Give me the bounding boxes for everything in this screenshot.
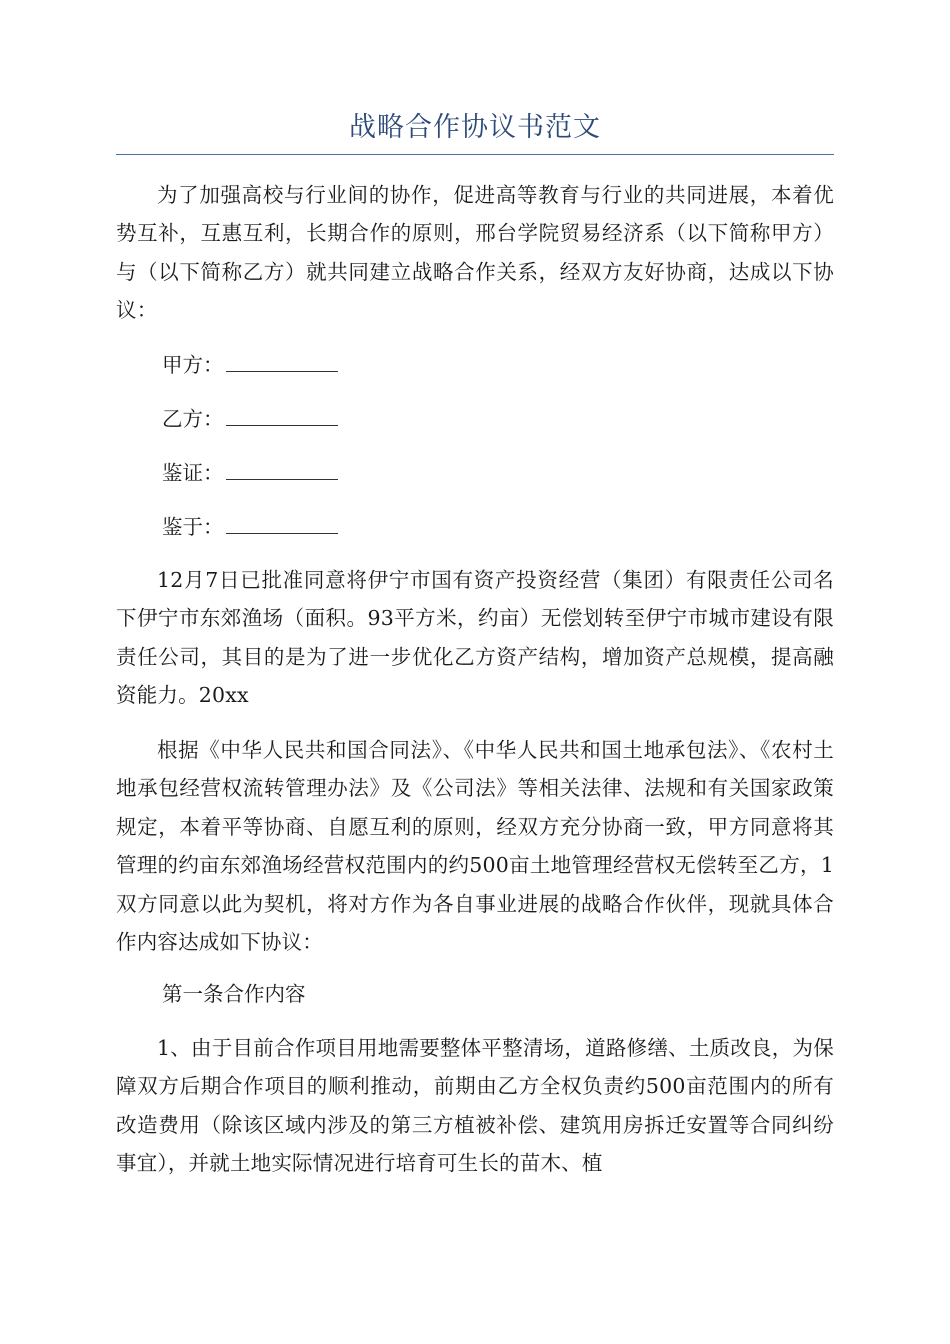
whereas-label: 鉴于： — [162, 515, 224, 539]
witness-field — [162, 457, 338, 488]
legal-basis-paragraph: 根据《中华人民共和国合同法》、《中华人民共和国土地承包法》、《农村土地承包经营权流转管理办法》及《公司法》等相关法律、法规和有关国家政策规定，本着平等协商、自愿互利的原则，经双方充分协商一致，甲方同意将其管理的约亩东郊渔场经营权范围内的约500亩土地管理经营权无偿转至乙方，1双方同意以此为契机，将对方作为各自事业进展的战略合作伙伴，现就具体合作内容达成如下协议： — [116, 738, 834, 955]
party-b-blank — [226, 403, 338, 426]
party-b-field — [162, 403, 338, 434]
whereas-blank — [226, 511, 338, 534]
witness-label: 鉴证： — [162, 461, 224, 485]
title-divider — [116, 154, 834, 155]
cooperation-content-paragraph: 1、由于目前合作项目用地需要整体平整清场，道路修缮、土质改良，为保障双方后期合作项目的顺利推动，前期由乙方全权负责约500亩范围内的所有改造费用（除该区域内涉及的第三方植被补偿、建筑用房拆迁安置等合同纠纷事宜），并就土地实际情况进行培育可生长的苗木、植 — [116, 1036, 834, 1176]
party-b-label: 乙方： — [162, 407, 224, 431]
intro-paragraph: 为了加强高校与行业间的协作，促进高等教育与行业的共同进展，本着优势互补，互惠互利，长期合作的原则，邢台学院贸易经济系（以下简称甲方）与（以下简称乙方）就共同建立战略合作关系，经双方友好协商，达成以下协议： — [116, 183, 834, 323]
whereas-field — [162, 511, 338, 542]
section-heading: 第一条合作内容 — [162, 982, 306, 1006]
approval-paragraph: 12月7日已批准同意将伊宁市国有资产投资经营（集团）有限责任公司名下伊宁市东郊渔场（面积。93平方米，约亩）无偿划转至伊宁市城市建设有限责任公司，其目的是为了进一步优化乙方资产结构，增加资产总规模，提高融资能力。20xx — [116, 568, 834, 708]
witness-blank — [226, 457, 338, 480]
party-a-blank — [226, 349, 338, 372]
party-a-label: 甲方： — [162, 353, 224, 377]
party-a-field — [162, 349, 338, 380]
document-title: 战略合作协议书范文 — [349, 112, 601, 143]
